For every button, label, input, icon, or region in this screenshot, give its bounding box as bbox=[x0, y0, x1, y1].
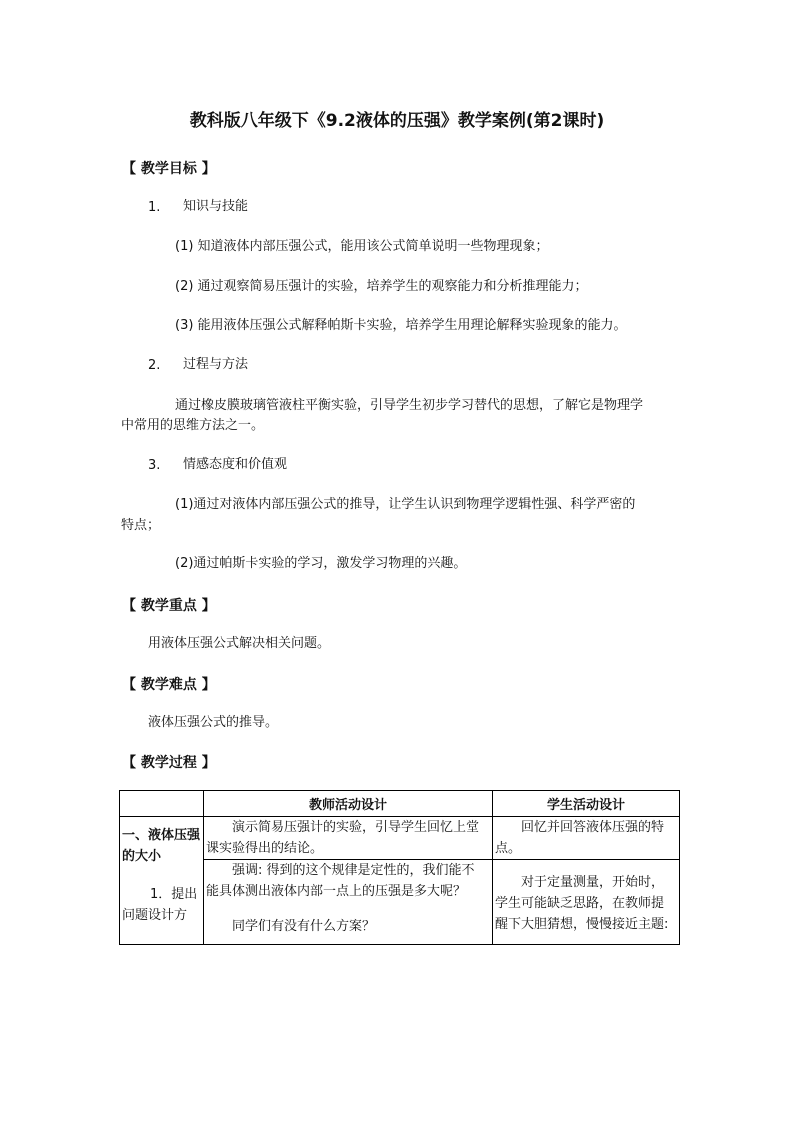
stage-title-line2: 的大小 bbox=[122, 849, 162, 864]
student-cell-1 bbox=[493, 817, 680, 860]
teacher-cell-1 bbox=[204, 817, 493, 860]
teacher-1-line2: 课实验得出的结论。 bbox=[206, 841, 324, 856]
goal-1-item-2: (2) 通过观察简易压强计的实验，培养学生的观察能力和分析推理能力； bbox=[175, 279, 588, 294]
table-header-stage bbox=[120, 791, 204, 817]
key-point-text: 用液体压强公式解决相关问题。 bbox=[148, 636, 331, 651]
table-header-teacher: 教师活动设计 bbox=[204, 791, 493, 817]
section-heading-goals: 【 教学目标 】 bbox=[122, 161, 216, 177]
teacher-2-line3: 同学们有没有什么方案？ bbox=[232, 919, 376, 934]
student-2-line1: 对于定量测量，开始时， bbox=[521, 875, 665, 890]
goal-1-title: 知识与技能 bbox=[183, 199, 249, 214]
goal-2-title: 过程与方法 bbox=[183, 357, 249, 372]
goal-3-item-2: (2)通过帕斯卡实验的学习，激发学习物理的兴趣。 bbox=[175, 556, 467, 571]
goal-1-item-1: (1) 知道液体内部压强公式，能用该公式简单说明一些物理现象； bbox=[175, 239, 549, 254]
goal-1-item-3: (3) 能用液体压强公式解释帕斯卡实验，培养学生用理论解释实验现象的能力。 bbox=[175, 318, 627, 333]
table-header-student: 学生活动设计 bbox=[493, 791, 680, 817]
goal-2-text-line2: 中常用的思维方法之一。 bbox=[121, 418, 265, 433]
stage-sub-line1: 1．提出 bbox=[150, 887, 198, 902]
goal-2-number: 2. bbox=[148, 358, 161, 373]
section-heading-process: 【 教学过程 】 bbox=[122, 755, 216, 771]
goal-3-title: 情感态度和价值观 bbox=[183, 457, 288, 472]
teacher-cell-2 bbox=[204, 860, 493, 945]
teacher-2-line1: 强调: 得到的这个规律是定性的，我们能不 bbox=[232, 863, 475, 878]
student-2-line3: 醒下大胆猜想，慢慢接近主题: bbox=[495, 917, 669, 932]
student-2-line2: 学生可能缺乏思路，在教师提 bbox=[495, 896, 665, 911]
table-header-row bbox=[120, 791, 680, 817]
goal-3-number: 3. bbox=[148, 458, 161, 473]
student-cell-2 bbox=[493, 860, 680, 945]
lesson-process-table bbox=[119, 790, 680, 945]
student-1-line2: 点。 bbox=[495, 841, 522, 856]
goal-1-number: 1. bbox=[148, 200, 161, 215]
difficulty-text: 液体压强公式的推导。 bbox=[148, 715, 279, 730]
table-row bbox=[120, 817, 680, 860]
teacher-2-line2: 能具体测出液体内部一点上的压强是多大呢？ bbox=[206, 884, 467, 899]
student-1-line1: 回忆并回答液体压强的特 bbox=[521, 820, 665, 835]
goal-3-item-1-line1: (1)通过对液体内部压强公式的推导，让学生认识到物理学逻辑性强、科学严密的 bbox=[175, 497, 636, 512]
goal-3-item-1-line2: 特点； bbox=[121, 518, 161, 533]
goal-2-text-line1: 通过橡皮膜玻璃管液柱平衡实验，引导学生初步学习替代的思想，了解它是物理学 bbox=[175, 398, 644, 413]
section-heading-key-points: 【 教学重点 】 bbox=[122, 598, 216, 614]
stage-cell bbox=[120, 817, 204, 945]
stage-title-line1: 一、液体压强 bbox=[122, 828, 201, 843]
document-title: 教科版八年级下《9.2液体的压强》教学案例(第2课时) bbox=[189, 111, 605, 131]
stage-sub-line2: 问题设计方 bbox=[122, 908, 188, 923]
table-row bbox=[120, 860, 680, 945]
section-heading-difficulties: 【 教学难点 】 bbox=[122, 677, 216, 693]
teacher-1-line1: 演示简易压强计的实验，引导学生回忆上堂 bbox=[232, 820, 480, 835]
